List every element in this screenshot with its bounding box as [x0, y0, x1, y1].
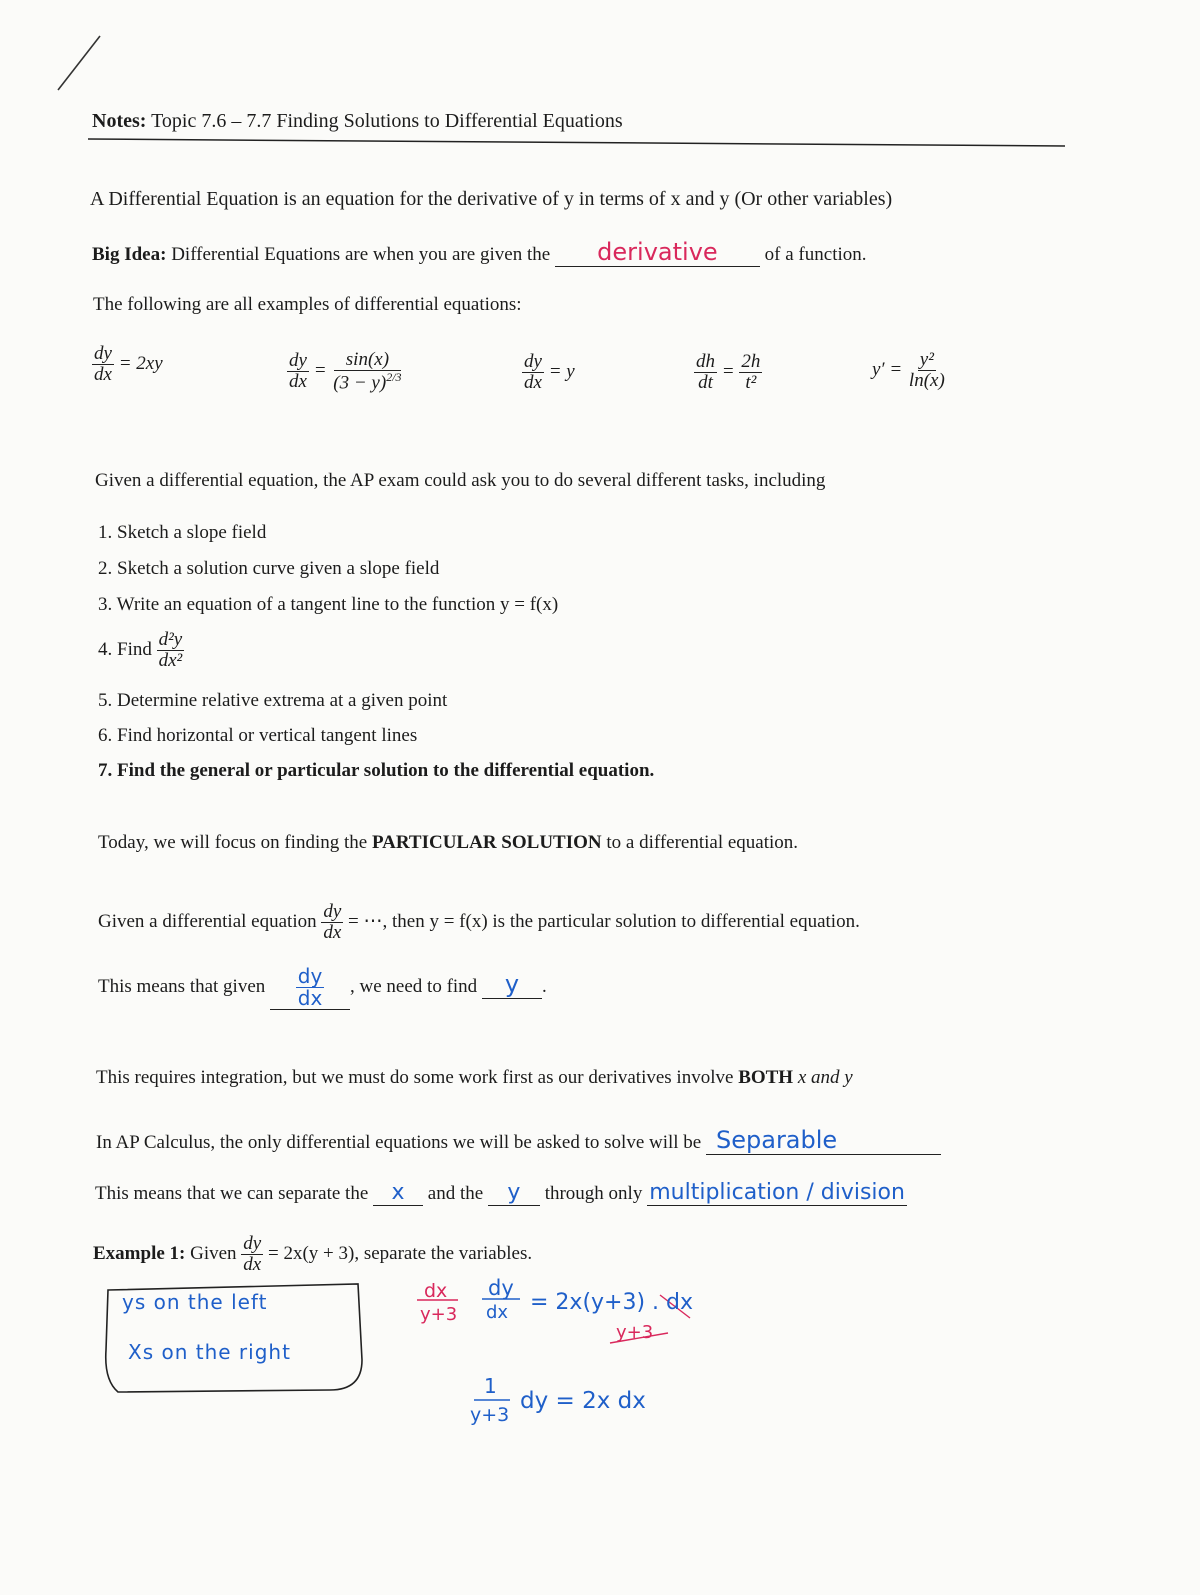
- final-rest: dy = 2x dx: [520, 1388, 646, 1414]
- focus-bold: PARTICULAR SOLUTION: [371, 832, 602, 853]
- eq5-lhs: y′ =: [872, 358, 903, 380]
- ap-line: [96, 1126, 941, 1155]
- big-idea-answer: derivative: [597, 238, 718, 266]
- eq1-rhs: = 2xy: [118, 352, 163, 374]
- work-rhs: = 2x(y+3) . dx: [530, 1290, 694, 1315]
- big-idea-blank: [555, 238, 760, 267]
- equation-5: [872, 350, 947, 391]
- given-num: dy: [323, 901, 342, 922]
- task-6: 6. Find horizontal or vertical tangent lines: [98, 725, 418, 746]
- requires-before: This requires integration, but we must do some work first as our derivatives involve: [96, 1067, 734, 1088]
- notes-label: Notes:: [92, 110, 147, 132]
- eq3-rhs: = y: [548, 360, 575, 382]
- eq4-rnum: 2h: [741, 351, 761, 372]
- separate-blank-1: [373, 1180, 423, 1206]
- means-before: This means that given: [98, 975, 266, 997]
- eq1-num: dy: [94, 343, 112, 364]
- means-ans1-den: dx: [297, 986, 323, 1010]
- big-idea-line: [92, 238, 867, 267]
- examples-intro: The following are all examples of differential equations:: [93, 294, 522, 315]
- means-blank-1: [270, 966, 350, 1010]
- definition-text: A Differential Equation is an equation for the derivative of y in terms of x and y (Or other variables): [90, 188, 893, 210]
- eq3-num: dy: [524, 351, 542, 372]
- eq2-rden: (3 − y): [333, 372, 387, 394]
- example-1-line: [93, 1234, 532, 1275]
- separate-blank-2: [488, 1180, 540, 1206]
- work-cancel: y+3: [616, 1322, 654, 1343]
- box-line-2: Xs on the right: [128, 1340, 291, 1364]
- eq5-rnum: y²: [919, 349, 934, 370]
- eq2-exp: 2/3: [386, 369, 402, 384]
- big-idea-label: Big Idea:: [92, 244, 167, 265]
- example-1-den: dx: [243, 1253, 262, 1275]
- separate-ans3: multiplication / division: [649, 1180, 905, 1205]
- corner-check-mark: [58, 36, 100, 90]
- eq4-num: dh: [696, 351, 715, 372]
- requires-bold: BOTH: [738, 1067, 794, 1088]
- equation-4: [694, 352, 762, 393]
- separate-after: through only: [544, 1183, 643, 1204]
- eq4-eq: =: [721, 360, 735, 382]
- task-4: [98, 630, 184, 671]
- eq1-den: dx: [94, 363, 112, 385]
- eq5-rden: ln(x): [908, 369, 945, 391]
- task-1: 1. Sketch a slope field: [98, 522, 267, 543]
- big-idea-text: Differential Equations are when you are given the: [171, 244, 551, 265]
- task-7: 7. Find the general or particular solution to the differential equation.: [98, 760, 655, 781]
- focus-line: [98, 832, 798, 854]
- task-2: 2. Sketch a solution curve given a slope field: [98, 558, 440, 579]
- task-4-num: d²y: [158, 629, 183, 650]
- requires-line: [96, 1067, 853, 1089]
- final-den: y+3: [470, 1404, 510, 1426]
- equation-3: [522, 352, 575, 393]
- means-ans1-num: dy: [297, 964, 323, 988]
- task-3: 3. Write an equation of a tangent line to the function y = f(x): [98, 594, 559, 615]
- example-1-rhs: = 2x(y + 3), separate the variables.: [267, 1242, 533, 1264]
- example-1-given: Given: [190, 1242, 237, 1264]
- equation-1: [92, 344, 163, 385]
- given-after: = ⋯, then y = f(x) is the particular solution to differential equation.: [348, 910, 860, 932]
- final-one: 1: [484, 1374, 497, 1398]
- separate-line: [95, 1180, 907, 1206]
- means-line: [98, 966, 547, 1010]
- equation-2: [287, 350, 404, 393]
- ap-answer: Separable: [716, 1126, 838, 1154]
- means-blank-2: [482, 970, 542, 999]
- example-1-num: dy: [243, 1233, 262, 1254]
- means-end: .: [541, 975, 547, 997]
- separate-middle: and the: [427, 1183, 484, 1204]
- work-y3: y+3: [420, 1304, 458, 1325]
- ap-blank: [706, 1126, 941, 1155]
- tasks-intro: Given a differential equation, the AP exam could ask you to do several different tasks, including: [95, 470, 826, 491]
- eq4-den: dt: [698, 371, 713, 393]
- separate-ans2: y: [507, 1180, 521, 1205]
- means-ans2: y: [504, 969, 520, 998]
- task-5: 5. Determine relative extrema at a given point: [98, 690, 448, 711]
- focus-after: to a differential equation.: [606, 832, 799, 853]
- big-idea-text-after: of a function.: [764, 244, 867, 265]
- topic-title: Topic 7.6 – 7.7 Finding Solutions to Differential Equations: [151, 110, 623, 132]
- work-dx2: dx: [486, 1302, 509, 1323]
- given-before: Given a differential equation: [98, 910, 317, 932]
- separate-ans1: x: [391, 1180, 405, 1205]
- work-dx: dx: [424, 1280, 448, 1302]
- task-4-den: dx²: [158, 649, 183, 671]
- given-line: [98, 902, 860, 943]
- eq2-rnum: sin(x): [334, 350, 401, 371]
- eq3-den: dx: [524, 371, 542, 393]
- eq2-den: dx: [289, 371, 307, 393]
- requires-after: x and y: [797, 1067, 853, 1088]
- eq2-num: dy: [289, 350, 307, 372]
- example-1-label: Example 1:: [93, 1242, 186, 1264]
- header-rule: [88, 139, 1065, 146]
- means-middle: , we need to find: [350, 975, 478, 997]
- header-title: [92, 110, 623, 133]
- separate-before: This means that we can separate the: [95, 1183, 369, 1204]
- eq4-rden: t²: [745, 371, 757, 393]
- ap-before: In AP Calculus, the only differential equations we will be asked to solve will be: [96, 1132, 702, 1153]
- separate-blank-3: [647, 1180, 907, 1206]
- focus-before: Today, we will focus on finding the: [98, 832, 368, 853]
- task-4-text: 4. Find: [98, 638, 152, 660]
- work-dy: dy: [488, 1276, 514, 1300]
- eq2-eq: =: [313, 359, 327, 381]
- given-den: dx: [323, 921, 342, 943]
- box-line-1: ys on the left: [122, 1290, 268, 1314]
